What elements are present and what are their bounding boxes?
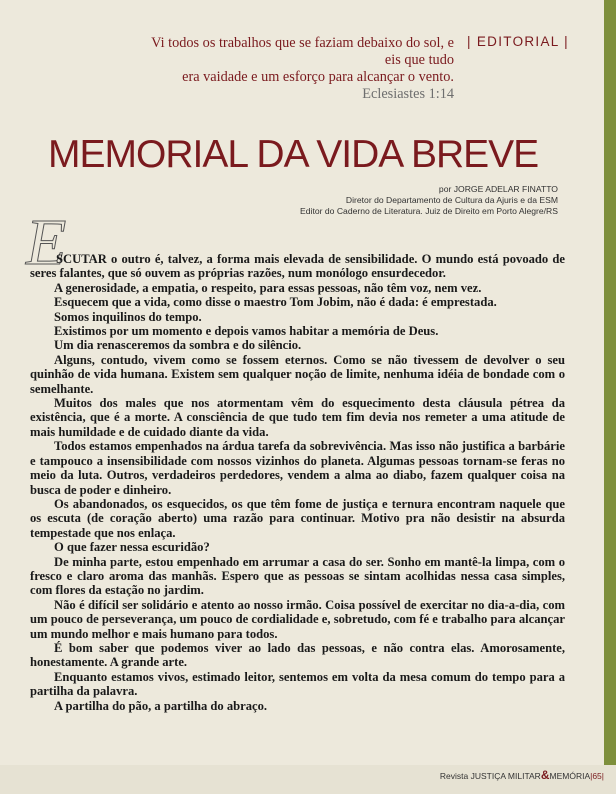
byline-role: Editor do Caderno de Literatura. Juiz de Direito em Porto Alegre/RS: [300, 206, 558, 216]
byline-role: Diretor do Departamento de Cultura da Ajuris e da ESM: [345, 195, 558, 205]
epigraph-line: Vi todos os trabalhos que se faziam debaixo do sol, e: [151, 35, 454, 51]
page-number: |65|: [590, 771, 604, 781]
footer-memoria: MEMÓRIA: [549, 771, 591, 781]
byline-author: por JORGE ADELAR FINATTO: [438, 184, 558, 194]
article-paragraph: Existimos por um momento e depois vamos habitar a memória de Deus.: [54, 324, 439, 339]
byline: [198, 184, 558, 217]
article-paragraph: A generosidade, a empatia, o respeito, para essas pessoas, não têm voz, nem vez.: [54, 280, 482, 295]
article-paragraph: Enquanto estamos vivos, estimado leitor, sentemos em volta da mesa comum do tempo para a partilha da palavra.: [30, 669, 565, 699]
page-footer: [440, 768, 604, 782]
section-tag: | EDITORIAL |: [467, 34, 569, 49]
article-paragraph: O que fazer nessa escuridão?: [54, 540, 210, 555]
article-paragraph: Somos inquilinos do tempo.: [54, 309, 202, 324]
drop-cap: E: [26, 206, 67, 279]
epigraph-reference: Eclesiastes 1:14: [362, 86, 454, 102]
article-paragraph: É bom saber que podemos viver ao lado das pessoas, e não contra elas. Amorosamente, honestamente. A grande arte.: [30, 640, 565, 670]
article-body: [30, 252, 565, 713]
page-title: MEMORIAL DA VIDA BREVE: [48, 133, 539, 176]
article-paragraph: Muitos dos males que nos atormentam vêm do esquecimento desta cláusula pétrea da existência, que é a morte. A consciência de que tudo tem fim devia nos remeter a uma atitude de mais humildade e de cuidado diante da vida.: [30, 396, 565, 439]
article-paragraph: Alguns, contudo, vivem como se fossem eternos. Como se não tivessem de devolver o seu quinhão de vida humana. Existem sem qualquer noção de limite, nenhuma idéia de bondade com o semelhante.: [30, 352, 565, 396]
epigraph-line: era vaidade e um esforço para alcançar o vento.: [182, 69, 454, 85]
article-paragraph: A partilha do pão, a partilha do abraço.: [54, 698, 268, 713]
side-color-strip: [604, 0, 616, 765]
article-paragraph: SCUTAR o outro é, talvez, a forma mais elevada de sensibilidade. O mundo está povoado de seres falantes, que só ouvem as próprias razões, num monólogo ensurdecedor.: [30, 252, 565, 281]
article-paragraph: De minha parte, estou empenhado em arrumar a casa do ser. Sonho em mantê-la limpa, com o fresco e claro aroma das manhãs. Espero que as pessoas se sintam acolhidas nessa casa simples, com flores da estação no jardim.: [30, 554, 565, 598]
article-paragraph: Esquecem que a vida, como disse o maestro Tom Jobim, não é dada: é emprestada.: [54, 295, 497, 310]
article-paragraph: Os abandonados, os esquecidos, os que têm fome de justiça e ternura encontram naquele que os escuta (de coração aberto) uma razão para continuar. Motivo pra não desistir na absurda tempestade que nos enlaça.: [30, 496, 565, 540]
epigraph-line: eis que tudo: [384, 52, 454, 68]
footer-magazine: Revista JUSTIÇA MILITAR: [439, 771, 541, 781]
article-paragraph: Não é difícil ser solidário e atento ao nosso irmão. Coisa possível de exercitar no dia-a-dia, com um pouco de perseverança, um pouco de cordialidade e, sobretudo, com fé e trabalho para alcançar um mundo melhor e mais humano para todos.: [30, 597, 565, 641]
footer-ampersand: &: [540, 768, 550, 782]
article-paragraph: Todos estamos empenhados na árdua tarefa da sobrevivência. Mas isso não justifica a barbárie e tampouco a insensibilidade com nossos vizinhos do planeta. Algumas pessoas tornam-se feras no meio da luta. Outros, verdadeiros perdedores, vendem a alma ao diabo, fazem qualquer coisa na busca de poder e dinheiro.: [30, 439, 565, 497]
epigraph: [96, 35, 454, 103]
article-paragraph: Um dia renasceremos da sombra e do silêncio.: [54, 338, 302, 353]
